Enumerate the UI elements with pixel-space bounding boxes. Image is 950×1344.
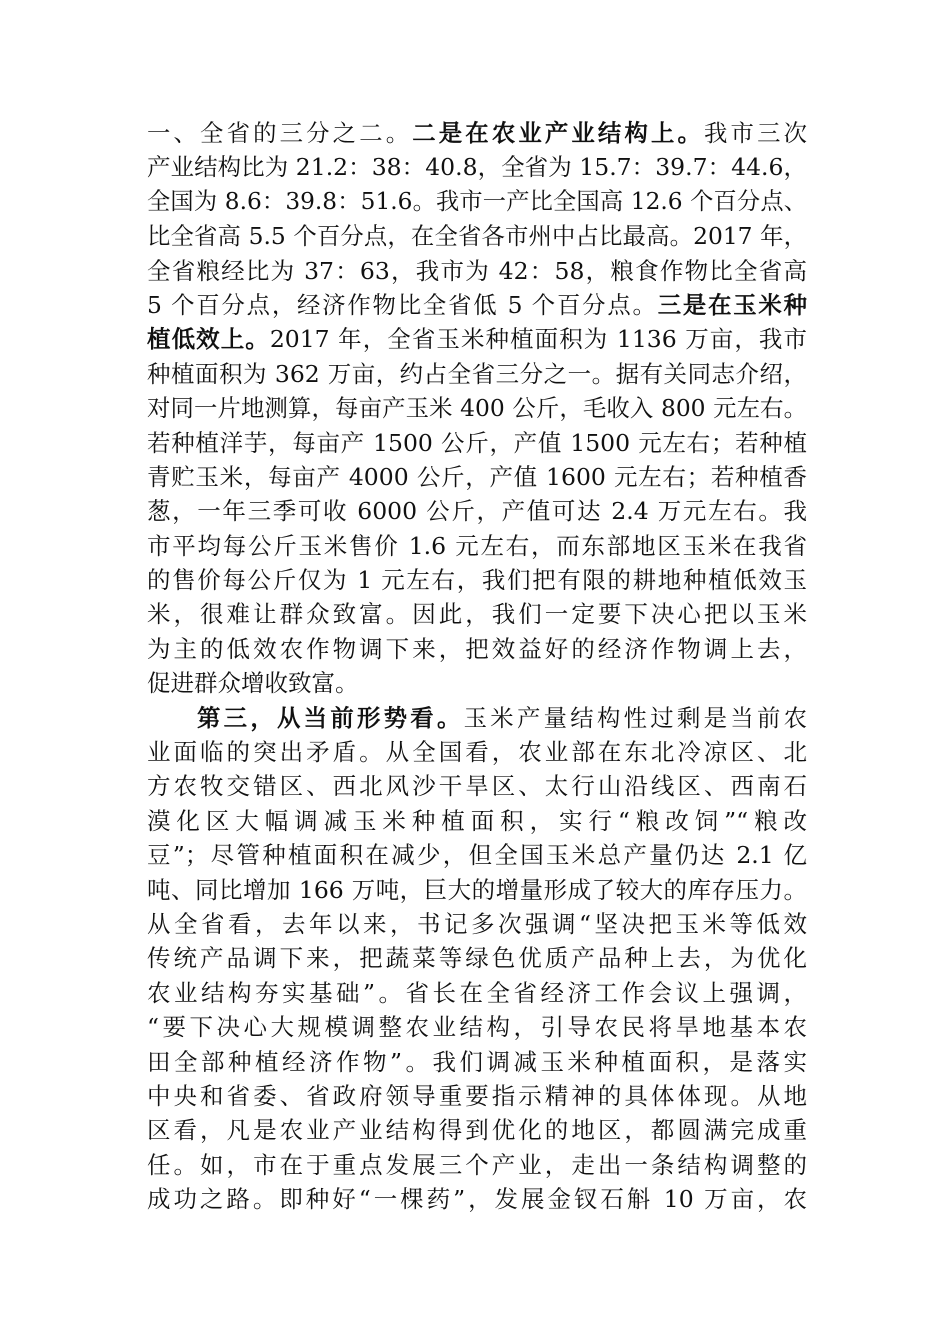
body-text-segment: 从全省看，去年以来，书记多次强调“坚决把玉米等低效: [147, 909, 807, 938]
text-line: [147, 907, 807, 941]
body-text-segment: 为主的低效农作物调下来，把效益好的经济作物调上去，: [147, 634, 807, 663]
body-text-segment: 促进群众增收致富。: [147, 669, 359, 698]
body-text-segment: 中央和省委、省政府领导重要指示精神的具体体现。从地: [147, 1081, 807, 1110]
text-line: [147, 254, 807, 288]
text-line: [147, 597, 807, 631]
body-text-segment: 对同一片地测算，每亩产玉米 400 公斤，毛收入 800 元左右。: [147, 394, 807, 423]
body-text-segment: 豆”；尽管种植面积在减少，但全国玉米总产量仍达 2.1 亿: [147, 841, 807, 870]
body-text-segment: 吨、同比增加 166 万吨，巨大的增量形成了较大的库存压力。: [147, 875, 807, 904]
text-line: [147, 185, 807, 219]
text-line: [147, 666, 807, 700]
text-line: [147, 116, 807, 150]
body-text-segment: 一、全省的三分之二。: [147, 119, 413, 147]
body-text-segment: 全国为 8.6：39.8：51.6。我市一产比全国高 12.6 个百分点、: [147, 187, 807, 215]
text-line: [147, 1182, 807, 1216]
text-line: [147, 460, 807, 494]
body-text-segment: 方农牧交错区、西北风沙干旱区、太行山沿线区、西南石: [147, 772, 807, 801]
text-line: [147, 941, 807, 975]
body-text-segment: 我市三次: [704, 119, 807, 147]
body-text-segment: 任。如，市在于重点发展三个产业，走出一条结构调整的: [147, 1150, 807, 1179]
text-line: [147, 322, 807, 356]
body-text-segment: 2017 年，全省玉米种植面积为 1136 万亩，我市: [269, 325, 807, 354]
body-text-segment: 若种植洋芋，每亩产 1500 公斤，产值 1500 元左右；若种植: [147, 428, 807, 457]
text-line: [147, 426, 807, 460]
body-text-segment: 比全省高 5.5 个百分点，在全省各市州中占比最高。2017 年，: [147, 222, 807, 251]
text-line: [147, 1010, 807, 1044]
body-text-segment: 成功之路。即种好“一棵药”，发展金钗石斛 10 万亩，农: [147, 1185, 807, 1214]
text-line: [147, 219, 807, 253]
bold-heading-text: 第三，从当前形势看。: [197, 703, 464, 732]
text-line: [147, 288, 807, 322]
text-line: [147, 632, 807, 666]
body-text-segment: 种植面积为 362 万亩，约占全省三分之一。据有关同志介绍，: [147, 359, 807, 388]
body-text-segment: 业面临的突出矛盾。从全国看，农业部在东北冷凉区、北: [147, 738, 807, 767]
text-line: [147, 873, 807, 907]
body-text-segment: 5 个百分点，经济作物比全省低 5 个百分点。: [147, 290, 658, 319]
bold-heading-text: 二是在农业产业结构上。: [412, 119, 705, 147]
text-line: [147, 357, 807, 391]
text-line: [147, 1079, 807, 1113]
text-line: [147, 1148, 807, 1182]
body-text-segment: 传统产品调下来，把蔬菜等绿色优质产品种上去，为优化: [147, 944, 807, 973]
bold-heading-text: 三是在玉米种: [657, 290, 807, 319]
body-text-segment: “要下决心大规模调整农业结构，引导农民将旱地基本农: [147, 1013, 807, 1042]
body-text-segment: 田全部种植经济作物”。我们调减玉米种植面积，是落实: [147, 1047, 807, 1076]
text-line: [147, 735, 807, 769]
text-line: [147, 976, 807, 1010]
text-line: [147, 150, 807, 184]
text-line: [147, 804, 807, 838]
body-text-segment: 青贮玉米，每亩产 4000 公斤，产值 1600 元左右；若种植香: [147, 462, 807, 491]
body-text-segment: 漠化区大幅调减玉米种植面积，实行“粮改饲”“粮改: [147, 806, 807, 835]
text-line: [147, 1045, 807, 1079]
body-text: [147, 116, 807, 1217]
body-text-segment: 区看，凡是农业产业结构得到优化的地区，都圆满完成重: [147, 1116, 807, 1145]
body-text-segment: 市平均每公斤玉米售价 1.6 元左右，而东部地区玉米在我省: [147, 531, 807, 560]
body-text-segment: 玉米产量结构性过剩是当前农: [463, 703, 807, 732]
body-text-segment: 产业结构比为 21.2：38：40.8，全省为 15.7：39.7：44.6，: [147, 153, 807, 182]
body-text-segment: 葱，一年三季可收 6000 公斤，产值可达 2.4 万元左右。我: [147, 497, 807, 526]
text-line: [147, 1113, 807, 1147]
text-line: [147, 563, 807, 597]
body-text-segment: 米，很难让群众致富。因此，我们一定要下决心把以玉米: [147, 600, 807, 629]
body-text-segment: 全省粮经比为 37：63，我市为 42：58，粮食作物比全省高: [147, 256, 807, 285]
body-text-segment: 农业结构夯实基础”。省长在全省经济工作会议上强调，: [147, 978, 807, 1007]
text-line: [147, 391, 807, 425]
text-line: [147, 838, 807, 872]
body-text-segment: 的售价每公斤仅为 1 元左右，我们把有限的耕地种植低效玉: [147, 566, 807, 595]
text-line: [147, 494, 807, 528]
paragraph-first-line: [147, 701, 807, 735]
text-line: [147, 529, 807, 563]
bold-heading-text: 植低效上。: [147, 325, 270, 354]
text-line: [147, 769, 807, 803]
